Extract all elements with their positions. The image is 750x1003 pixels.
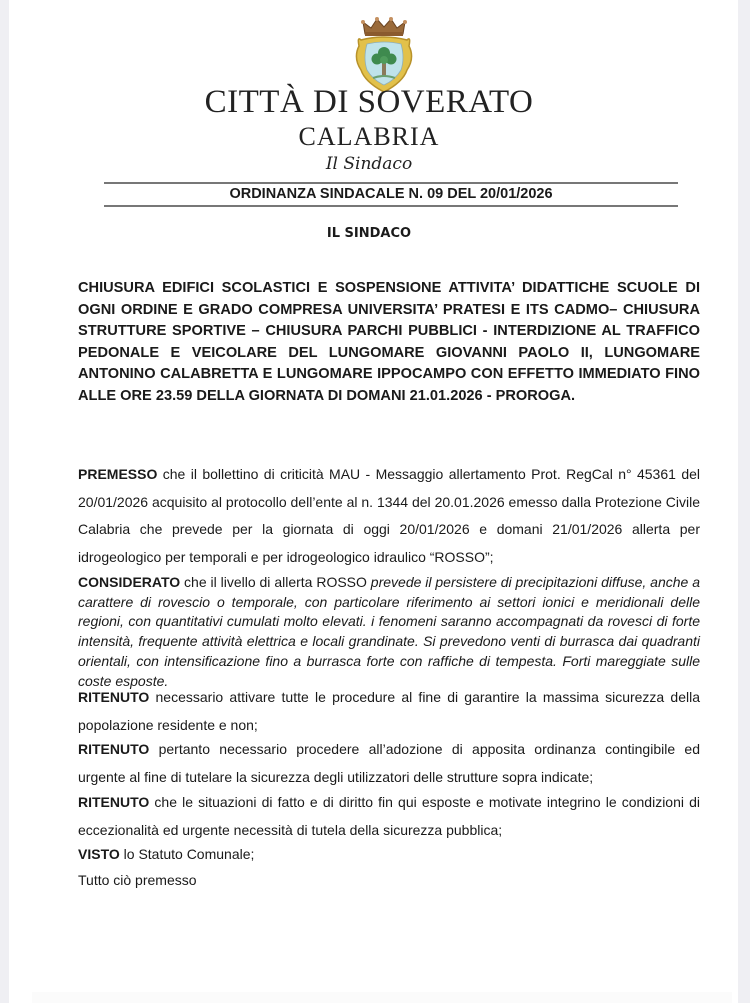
keyword: RITENUTO [78, 794, 150, 810]
paragraph-ritenuto-1 [78, 684, 700, 739]
coat-of-arms-icon [349, 14, 419, 94]
office-signature: Il Sindaco [325, 154, 413, 174]
keyword: PREMESSO [78, 466, 158, 482]
city-name: CITTÀ DI SOVERATO [204, 84, 534, 120]
keyword: VISTO [78, 846, 120, 862]
paragraph-text: lo Statuto Comunale; [119, 846, 255, 862]
paragraph-closing: Tutto ciò premesso [78, 872, 197, 888]
paragraph-considerato [78, 573, 700, 691]
keyword: RITENUTO [78, 741, 150, 757]
header-rule-top [104, 182, 678, 184]
ordinance-title: ORDINANZA SINDACALE N. 09 DEL 20/01/2026 [229, 186, 553, 202]
paragraph-text: che il bollettino di criticità MAU - Messaggio allertamento Prot. RegCal n° 45361 del 20/01/2026 acquisito al protocollo dell’ente al n. 1344 del 20.01.2026 emesso dalla Protezione Civile Calabria che prevede per la giornata di oggi 20/01/2026 e domani 21/01/2026 allerta per idrogeologico per temporali e per idrogeologico idraulico “ROSSO”; [78, 466, 700, 565]
paragraph-ritenuto-2 [78, 736, 700, 791]
paragraph-visto [78, 841, 700, 869]
issuer-heading: IL SINDACO [326, 226, 412, 241]
paragraph-text: che il livello di allerta ROSSO [180, 574, 371, 590]
paragraph-ritenuto-3 [78, 789, 700, 844]
paragraph-text: necessario attivare tutte le procedure al fine di garantire la massima sicurezza della popolazione residente e non; [78, 689, 700, 733]
paragraph-italic-text: prevede il persistere di precipitazioni diffuse, anche a carattere di rovescio o temporale, con particolare riferimento ai settori ionici e meridionali delle regioni, con quantitativi cumulati molto elevati. i fenomeni saranno accompagnati da rovesci di forte intensità, frequente attività elettrica e locali grandinate. Si prevedono venti di burrasca dai quadranti orientali, con intensificazione fino a burrasca forte con raffiche di tempesta. Forti mareggiate sulle coste esposte. [78, 574, 700, 689]
keyword: CONSIDERATO [78, 574, 181, 590]
header-rule-bottom [104, 205, 678, 207]
keyword: RITENUTO [78, 689, 150, 705]
paragraph-text: che le situazioni di fatto e di diritto fin qui esposte e motivate integrino le condizioni di eccezionalità ed urgente necessità di tutela della sicurezza pubblica; [78, 794, 700, 838]
ordinance-subject: CHIUSURA EDIFICI SCOLASTICI E SOSPENSIONE ATTIVITA’ DIDATTICHE SCUOLE DI OGNI ORDINE E GRADO COMPRESA UNIVERSITA’ PRATESI E ITS CADMO– CHIUSURA STRUTTURE SPORTIVE – CHIUSURA PARCHI PUBBLICI - INTERDIZIONE AL TRAFFICO PEDONALE E VEICOLARE DEL LUNGOMARE GIOVANNI PAOLO II, LUNGOMARE ANTONINO CALABRETTA E LUNGOMARE IPPOCAMPO CON EFFETTO IMMEDIATO FINO ALLE ORE 23.59 DELLA GIORNATA DI DOMANI 21.01.2026 - PROROGA. [78, 280, 700, 404]
document-page [9, 0, 738, 1003]
paragraph-premesso [78, 461, 700, 571]
page-bottom-shade [32, 992, 732, 1003]
region-name: CALABRIA [298, 122, 440, 151]
paragraph-text: pertanto necessario procedere all’adozione di apposita ordinanza contingibile ed urgente al fine di tutelare la sicurezza degli utilizzatori delle strutture sopra indicate; [78, 741, 700, 785]
